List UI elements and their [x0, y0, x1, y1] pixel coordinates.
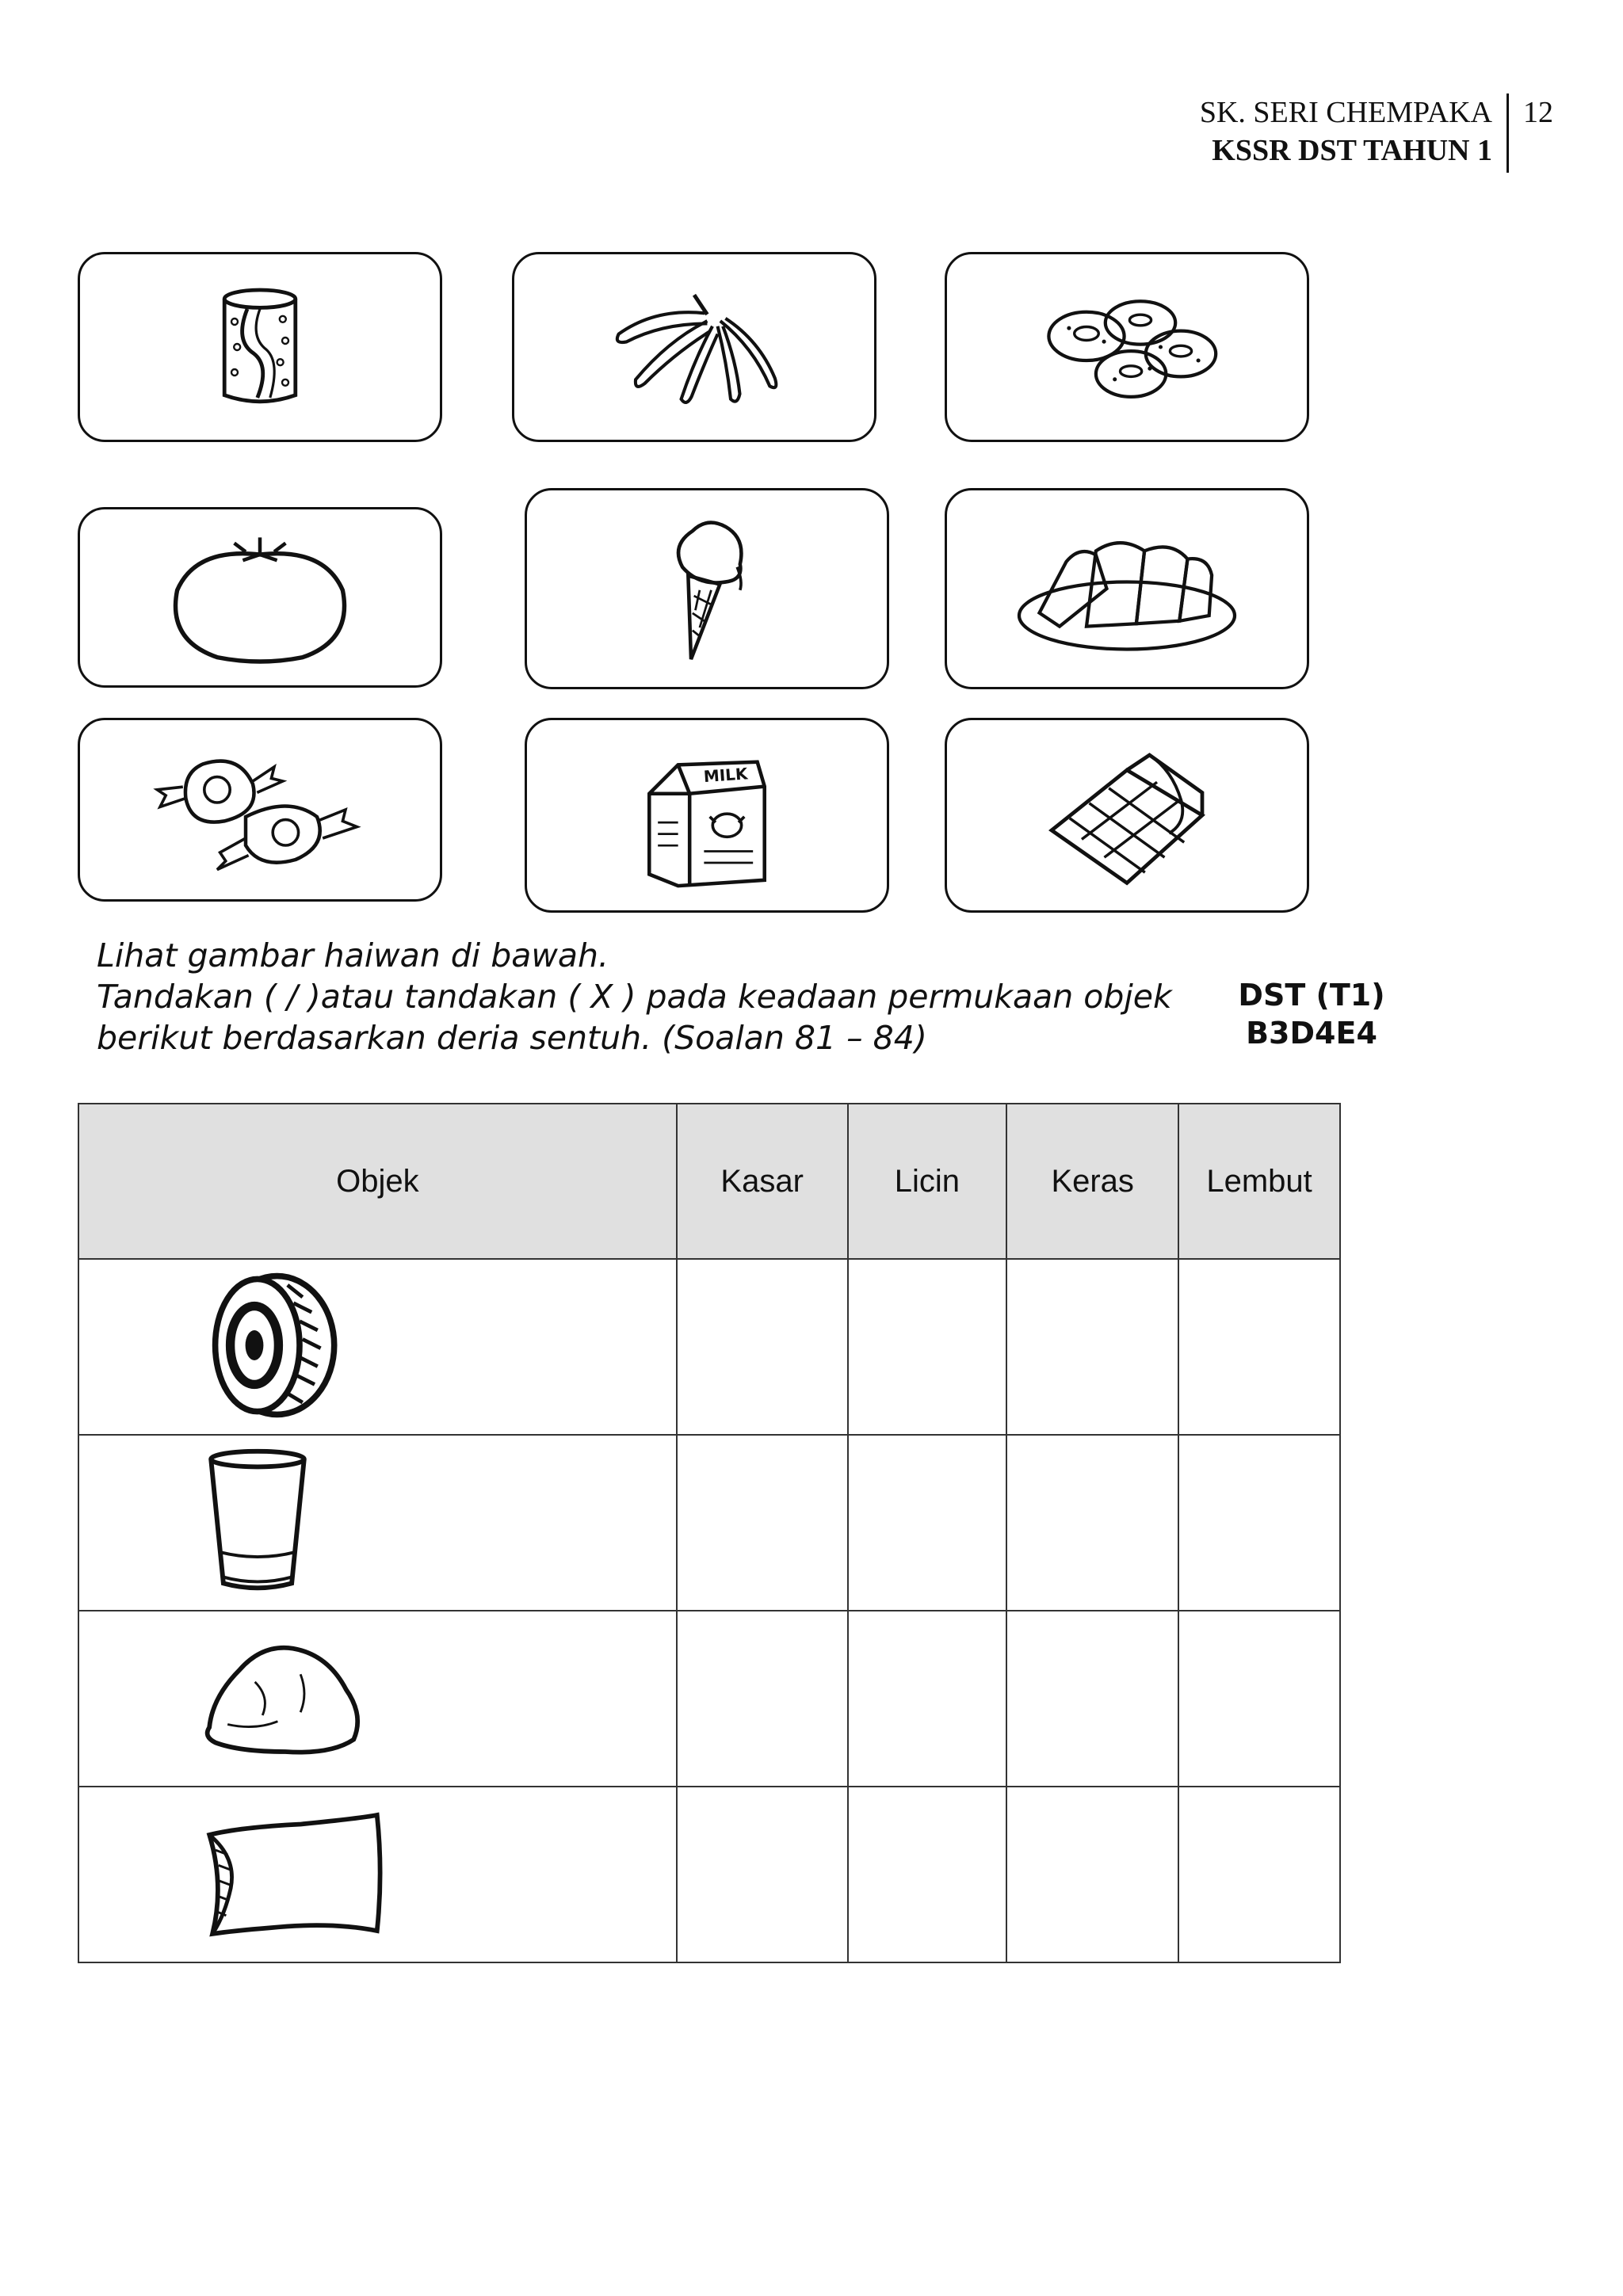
glass-icon — [194, 1444, 321, 1599]
food-card-ice-cream — [525, 488, 889, 689]
food-card-tomato — [78, 507, 442, 688]
answer-cell[interactable] — [848, 1787, 1007, 1962]
code-line-2: B3D4E4 — [1246, 1016, 1377, 1051]
milk-label: MILK — [703, 764, 749, 787]
chocolate-bar-icon — [1036, 740, 1218, 891]
canned-drink-icon — [197, 284, 323, 410]
answer-cell[interactable] — [677, 1611, 848, 1787]
stone-icon — [194, 1619, 376, 1775]
standard-code — [1232, 976, 1391, 1052]
level-title: KSSR DST TAHUN 1 — [1212, 134, 1492, 167]
milk-carton-icon — [620, 736, 794, 894]
ice-cream-cone-icon — [655, 509, 758, 668]
food-card-donuts — [945, 252, 1309, 442]
candies-icon — [145, 738, 375, 881]
tyre-icon — [194, 1268, 345, 1423]
header-keras: Keras — [1006, 1104, 1178, 1259]
food-card-bananas — [512, 252, 876, 442]
food-card-milk — [525, 718, 889, 913]
answer-cell[interactable] — [848, 1259, 1007, 1435]
tomato-icon — [157, 526, 363, 669]
page-header — [1200, 93, 1553, 173]
answer-cell[interactable] — [1178, 1611, 1340, 1787]
answer-cell[interactable] — [1006, 1259, 1178, 1435]
header-lembut: Lembut — [1178, 1104, 1340, 1259]
answer-cell[interactable] — [677, 1259, 848, 1435]
answer-cell[interactable] — [848, 1435, 1007, 1611]
answer-cell[interactable] — [1006, 1611, 1178, 1787]
answer-cell[interactable] — [677, 1435, 848, 1611]
object-cell — [78, 1787, 677, 1962]
instruction-line-2: Tandakan ( / )atau tandakan ( X ) pada keadaan permukaan objek — [97, 978, 1172, 1016]
pillow-icon — [194, 1795, 392, 1951]
table-row — [78, 1787, 1340, 1962]
food-card-canned-drink — [78, 252, 442, 442]
header-kasar: Kasar — [677, 1104, 848, 1259]
header-objek: Objek — [78, 1104, 677, 1259]
table-row — [78, 1611, 1340, 1787]
object-cell — [78, 1435, 677, 1611]
answer-cell[interactable] — [848, 1611, 1007, 1787]
header-titles — [1200, 93, 1509, 173]
object-cell — [78, 1611, 677, 1787]
answer-cell[interactable] — [1006, 1435, 1178, 1611]
answer-cell[interactable] — [677, 1787, 848, 1962]
answer-cell[interactable] — [1178, 1435, 1340, 1611]
table-row — [78, 1259, 1340, 1435]
bread-slices-icon — [1008, 521, 1246, 656]
page-number: 12 — [1523, 96, 1553, 129]
school-name: SK. SERI CHEMPAKA — [1199, 96, 1492, 129]
answer-cell[interactable] — [1178, 1259, 1340, 1435]
object-cell — [78, 1259, 677, 1435]
food-card-bread — [945, 488, 1309, 689]
instruction-line-3: berikut berdasarkan deria sentuh. (Soalan 81 – 84) — [97, 1019, 927, 1057]
code-line-1: DST (T1) — [1238, 978, 1385, 1013]
bananas-icon — [603, 280, 785, 414]
table-row — [78, 1435, 1340, 1611]
answer-table — [78, 1103, 1341, 1963]
header-licin: Licin — [848, 1104, 1007, 1259]
donuts-icon — [1024, 280, 1230, 414]
instruction-line-1: Lihat gambar haiwan di bawah. — [97, 936, 609, 974]
food-card-chocolate — [945, 718, 1309, 913]
answer-cell[interactable] — [1006, 1787, 1178, 1962]
answer-cell[interactable] — [1178, 1787, 1340, 1962]
table-header-row — [78, 1104, 1340, 1259]
instructions — [97, 935, 1206, 1058]
food-card-candies — [78, 718, 442, 902]
